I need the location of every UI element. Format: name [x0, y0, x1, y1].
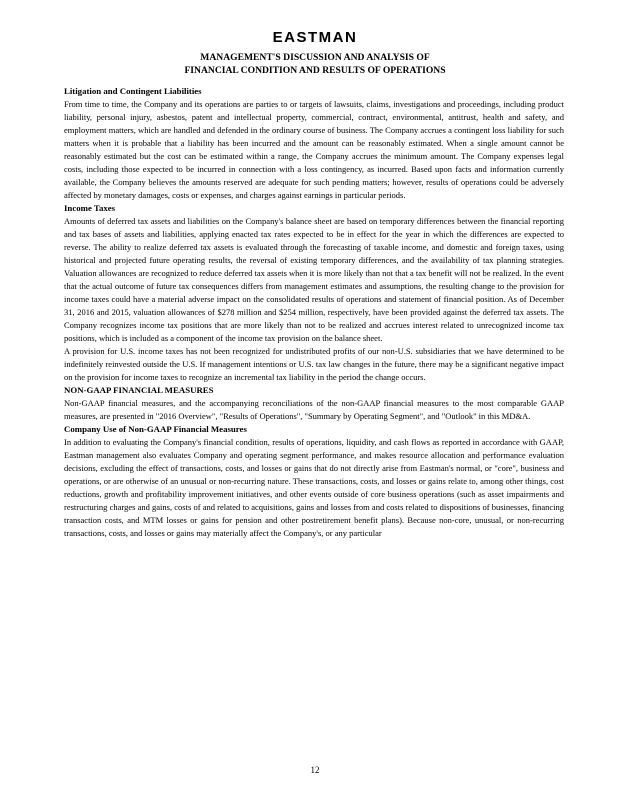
page-number: 12	[310, 765, 320, 775]
eastman-logo: EASTMAN	[272, 29, 358, 46]
paragraph-company-use: In addition to evaluating the Company's financial condition, results of operations, liquidity, and cash flows as reported in accordance with GAAP, Eastman management also evaluates Company and operating segment performance, and makes resource allocation and performance evaluation decisions, excluding the effect of transactions, costs, and losses or gains that do not directly arise from Eastman's normal, or "core", business and operations, or are otherwise of an unusual or non-recurring nature. These transactions, costs, and losses or gains relate to, among other things, cost reductions, growth and profitability improvement initiatives, and other events outside of core business operations (such as asset impairments and restructuring charges and gains, costs of and related to acquisitions, gains and losses from and costs related to dispositions of businesses, financing transaction costs, and MTM losses or gains for pension and other postretirement benefit plans). Because non-core, unusual, or non-recurring transactions, costs, and losses or gains may materially affect the Company's, or any particular	[64, 437, 564, 538]
paragraph-income-taxes-1: Amounts of deferred tax assets and liabilities on the Company's balance sheet are based on temporary differences between the financial reporting and tax bases of assets and liabilities, applying enacted tax rates expected to be in effect for the year in which the differences are expected to reverse. The ability to realize deferred tax assets is evaluated through the forecasting of taxable income, and domestic and foreign taxes, using historical and projected future operating results, the reversal of existing temporary differences, and the availability of tax planning strategies. Valuation allowances are recognized to reduce deferred tax assets when it is more likely than not that a tax benefit will not be realized. In the event that the actual outcome of future tax consequences differs from management estimates and assumptions, the resulting change to the provision for income taxes could have a material adverse impact on the consolidated results of operations and statement of financial position. As of December 31, 2016 and 2015, valuation allowances of $278 million and $254 million, respectively, have been provided against the deferred tax assets. The Company recognizes income tax positions that are more likely than not to be realized and accrues interest related to unrecognized income tax positions, which is included as a component of the income tax provision on the balance sheet.	[64, 216, 564, 343]
section-heading-income-taxes: Income Taxes	[64, 203, 116, 213]
paragraph-income-taxes-2: A provision for U.S. income taxes has not been recognized for undistributed profits of our non-U.S. subsidiaries that we have determined to be indefinitely reinvested outside the U.S. If management intentions or U.S. tax law changes in the future, there may be a significant negative impact on the provision for income taxes to recognize an incremental tax liability in the period the change occurs.	[64, 346, 564, 382]
header-title-line-2: FINANCIAL CONDITION AND RESULTS OF OPERATIONS	[184, 65, 446, 76]
page-header	[0, 51, 630, 77]
header-title-line-1: MANAGEMENT'S DISCUSSION AND ANALYSIS OF	[200, 52, 430, 63]
paragraph-litigation: From time to time, the Company and its operations are parties to or targets of lawsuits, claims, investigations and proceedings, including product liability, personal injury, asbestos, patent and intellectual property, commercial, contract, environmental, antitrust, health and safety, and employment matters, which are handled and defended in the ordinary course of business. The Company accrues a contingent loss liability for such matters when it is probable that a liability has been incurred and the amount can be reasonably estimated. When a single amount cannot be reasonably estimated but the cost can be estimated within a range, the Company accrues the minimum amount. The Company expenses legal costs, including those expected to be incurred in connection with a loss contingency, as incurred. Based upon facts and information currently available, the Company believes the amounts reserved are adequate for such pending matters; however, results of operations could be adversely affected by monetary damages, costs or expenses, and charges against earnings in particular periods.	[64, 99, 564, 200]
page-content	[64, 85, 564, 540]
section-heading-litigation: Litigation and Contingent Liabilities	[64, 86, 202, 96]
section-heading-non-gaap: NON-GAAP FINANCIAL MEASURES	[64, 385, 214, 395]
section-heading-company-use: Company Use of Non-GAAP Financial Measures	[64, 424, 247, 434]
paragraph-non-gaap: Non-GAAP financial measures, and the accompanying reconciliations of the non-GAAP financial measures to the most comparable GAAP measures, are presented in "2016 Overview", "Results of Operations", "Summary by Operating Segment", and "Outlook" in this MD&A.	[64, 398, 564, 421]
